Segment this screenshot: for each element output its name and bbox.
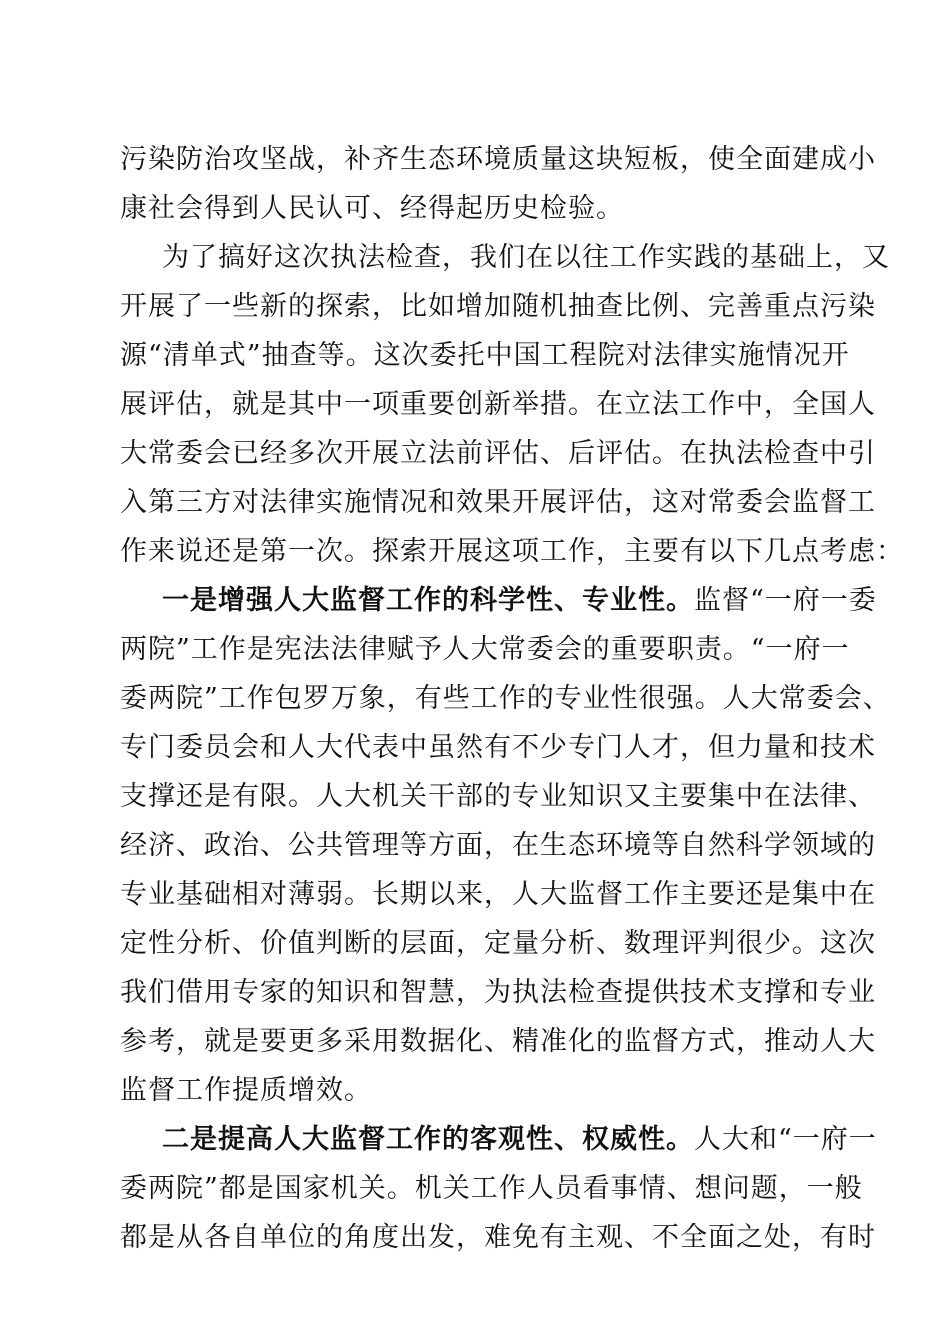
text-line: 经济、政治、公共管理等方面，在生态环境等自然科学领域的 — [120, 830, 876, 861]
paragraph-first-line — [120, 1115, 877, 1164]
text-line: 监督工作提质增效。 — [120, 1075, 372, 1106]
paragraph-text: 监督“一府一委 — [694, 585, 877, 616]
text-line: 我们借用专家的知识和智慧，为执法检查提供技术支撑和专业 — [120, 977, 876, 1008]
text-line: 两院”工作是宪法法律赋予人大常委会的重要职责。“一府一 — [120, 634, 850, 665]
paragraph-first-line — [120, 576, 877, 625]
text-line: 源“清单式”抽查等。这次委托中国工程院对法律实施情况开 — [120, 340, 850, 371]
text-line: 委两院”工作包罗万象，有些工作的专业性很强。人大常委会、 — [120, 683, 891, 714]
text-line: 定性分析、价值判断的层面，定量分析、数理评判很少。这次 — [120, 928, 876, 959]
text-line: 大常委会已经多次开展立法前评估、后评估。在执法检查中引 — [120, 438, 876, 469]
text-line: 支撑还是有限。人大机关干部的专业知识又主要集中在法律、 — [120, 781, 876, 812]
text-line: 委两院”都是国家机关。机关工作人员看事情、想问题，一般 — [120, 1173, 863, 1204]
document-body — [120, 135, 904, 1262]
text-line: 开展了一些新的探索，比如增加随机抽查比例、完善重点污染 — [120, 291, 876, 322]
text-line: 污染防治攻坚战，补齐生态环境质量这块短板，使全面建成小 — [120, 144, 876, 175]
text-line: 都是从各自单位的角度出发，难免有主观、不全面之处，有时 — [120, 1222, 876, 1253]
text-line: 为了搞好这次执法检查，我们在以往工作实践的基础上，又 — [162, 242, 890, 273]
paragraph-heading: 二是提高人大监督工作的客观性、权威性。 — [162, 1124, 694, 1155]
text-line: 专业基础相对薄弱。长期以来，人大监督工作主要还是集中在 — [120, 879, 876, 910]
text-line: 康社会得到人民认可、经得起历史检验。 — [120, 193, 624, 224]
text-line: 参考，就是要更多采用数据化、精准化的监督方式，推动人大 — [120, 1026, 876, 1057]
text-line: 入第三方对法律实施情况和效果开展评估，这对常委会监督工 — [120, 487, 876, 518]
text-line: 专门委员会和人大代表中虽然有不少专门人才，但力量和技术 — [120, 732, 876, 763]
paragraph-text: 人大和“一府一 — [694, 1124, 877, 1155]
paragraph-heading: 一是增强人大监督工作的科学性、专业性。 — [162, 585, 694, 616]
text-line: 展评估，就是其中一项重要创新举措。在立法工作中，全国人 — [120, 389, 876, 420]
text-line: 作来说还是第一次。探索开展这项工作，主要有以下几点考虑： — [120, 536, 904, 567]
